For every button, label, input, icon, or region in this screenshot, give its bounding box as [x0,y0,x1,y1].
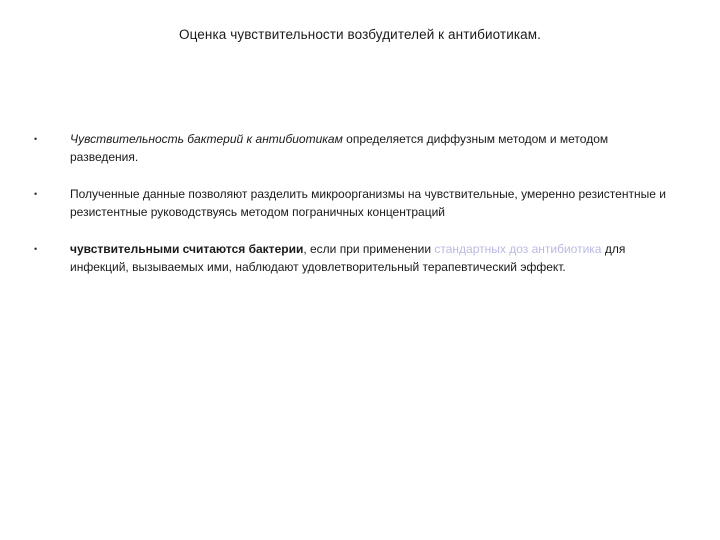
bullet-italic-text: Чувствительность бактерий к антибиотикам [70,132,343,146]
bullet-text: , если при применении [303,242,435,256]
bullet-icon: • [34,134,38,144]
bullet-text-end: для инфекций, вызываемых ими, наблюдают удовлетворительный терапевтический эффект. [70,242,626,274]
bullet-text: определяется диффузным методом и методом разведения. [70,132,609,164]
standard-doses-link[interactable]: стандартных доз антибиотика [434,242,602,256]
bullet-icon: • [34,244,38,254]
bullet-item-diffusion [34,130,674,166]
bullet-item-classification [34,185,674,221]
bullet-item-sensitive-definition [34,240,674,276]
bullet-text: Полученные данные позволяют разделить микроорганизмы на чувствительные, умеренно резистентные и резистентные руководствуясь методом пограничных концентраций [70,187,666,219]
bullet-list [34,130,674,295]
bullet-bold-text: чувствительными считаются бактерии [70,242,304,256]
bullet-icon: • [34,189,38,199]
slide-title: Оценка чувствительности возбудителей к антибиотикам. [179,27,541,42]
